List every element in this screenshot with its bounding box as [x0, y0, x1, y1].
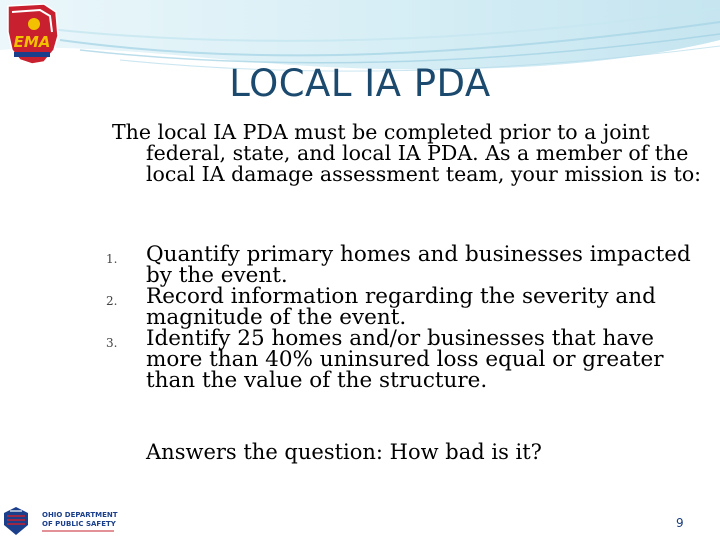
list-number: 3. [106, 336, 118, 350]
mission-list [100, 244, 700, 391]
list-item [100, 286, 700, 328]
logo-line-1: OHIO DEPARTMENT [42, 511, 118, 519]
list-item [100, 328, 700, 391]
list-item-text: Record information regarding the severity and magnitude of the event. [146, 284, 656, 330]
intro-paragraph: The local IA PDA must be completed prior to a joint federal, state, and local IA PDA. As a member of the local IA damage assessment team, your mission is to: [112, 120, 702, 186]
answer-line: Answers the question: How bad is it? [146, 440, 542, 464]
list-item-text: Identify 25 homes and/or businesses that have more than 40% uninsured loss equal or greater than the value of the structure. [146, 326, 664, 393]
logo-line-2: OF PUBLIC SAFETY [42, 520, 116, 528]
list-number: 2. [106, 294, 118, 308]
list-item-text: Quantify primary homes and businesses impacted by the event. [146, 242, 691, 288]
page-number: 9 [676, 516, 684, 530]
list-item [100, 244, 700, 286]
ohio-ema-logo [4, 2, 60, 70]
ema-logo-text: EMA [13, 33, 51, 51]
slide-title: LOCAL IA PDA [229, 62, 491, 105]
ohio-public-safety-logo [2, 505, 120, 537]
list-number: 1. [106, 252, 118, 266]
